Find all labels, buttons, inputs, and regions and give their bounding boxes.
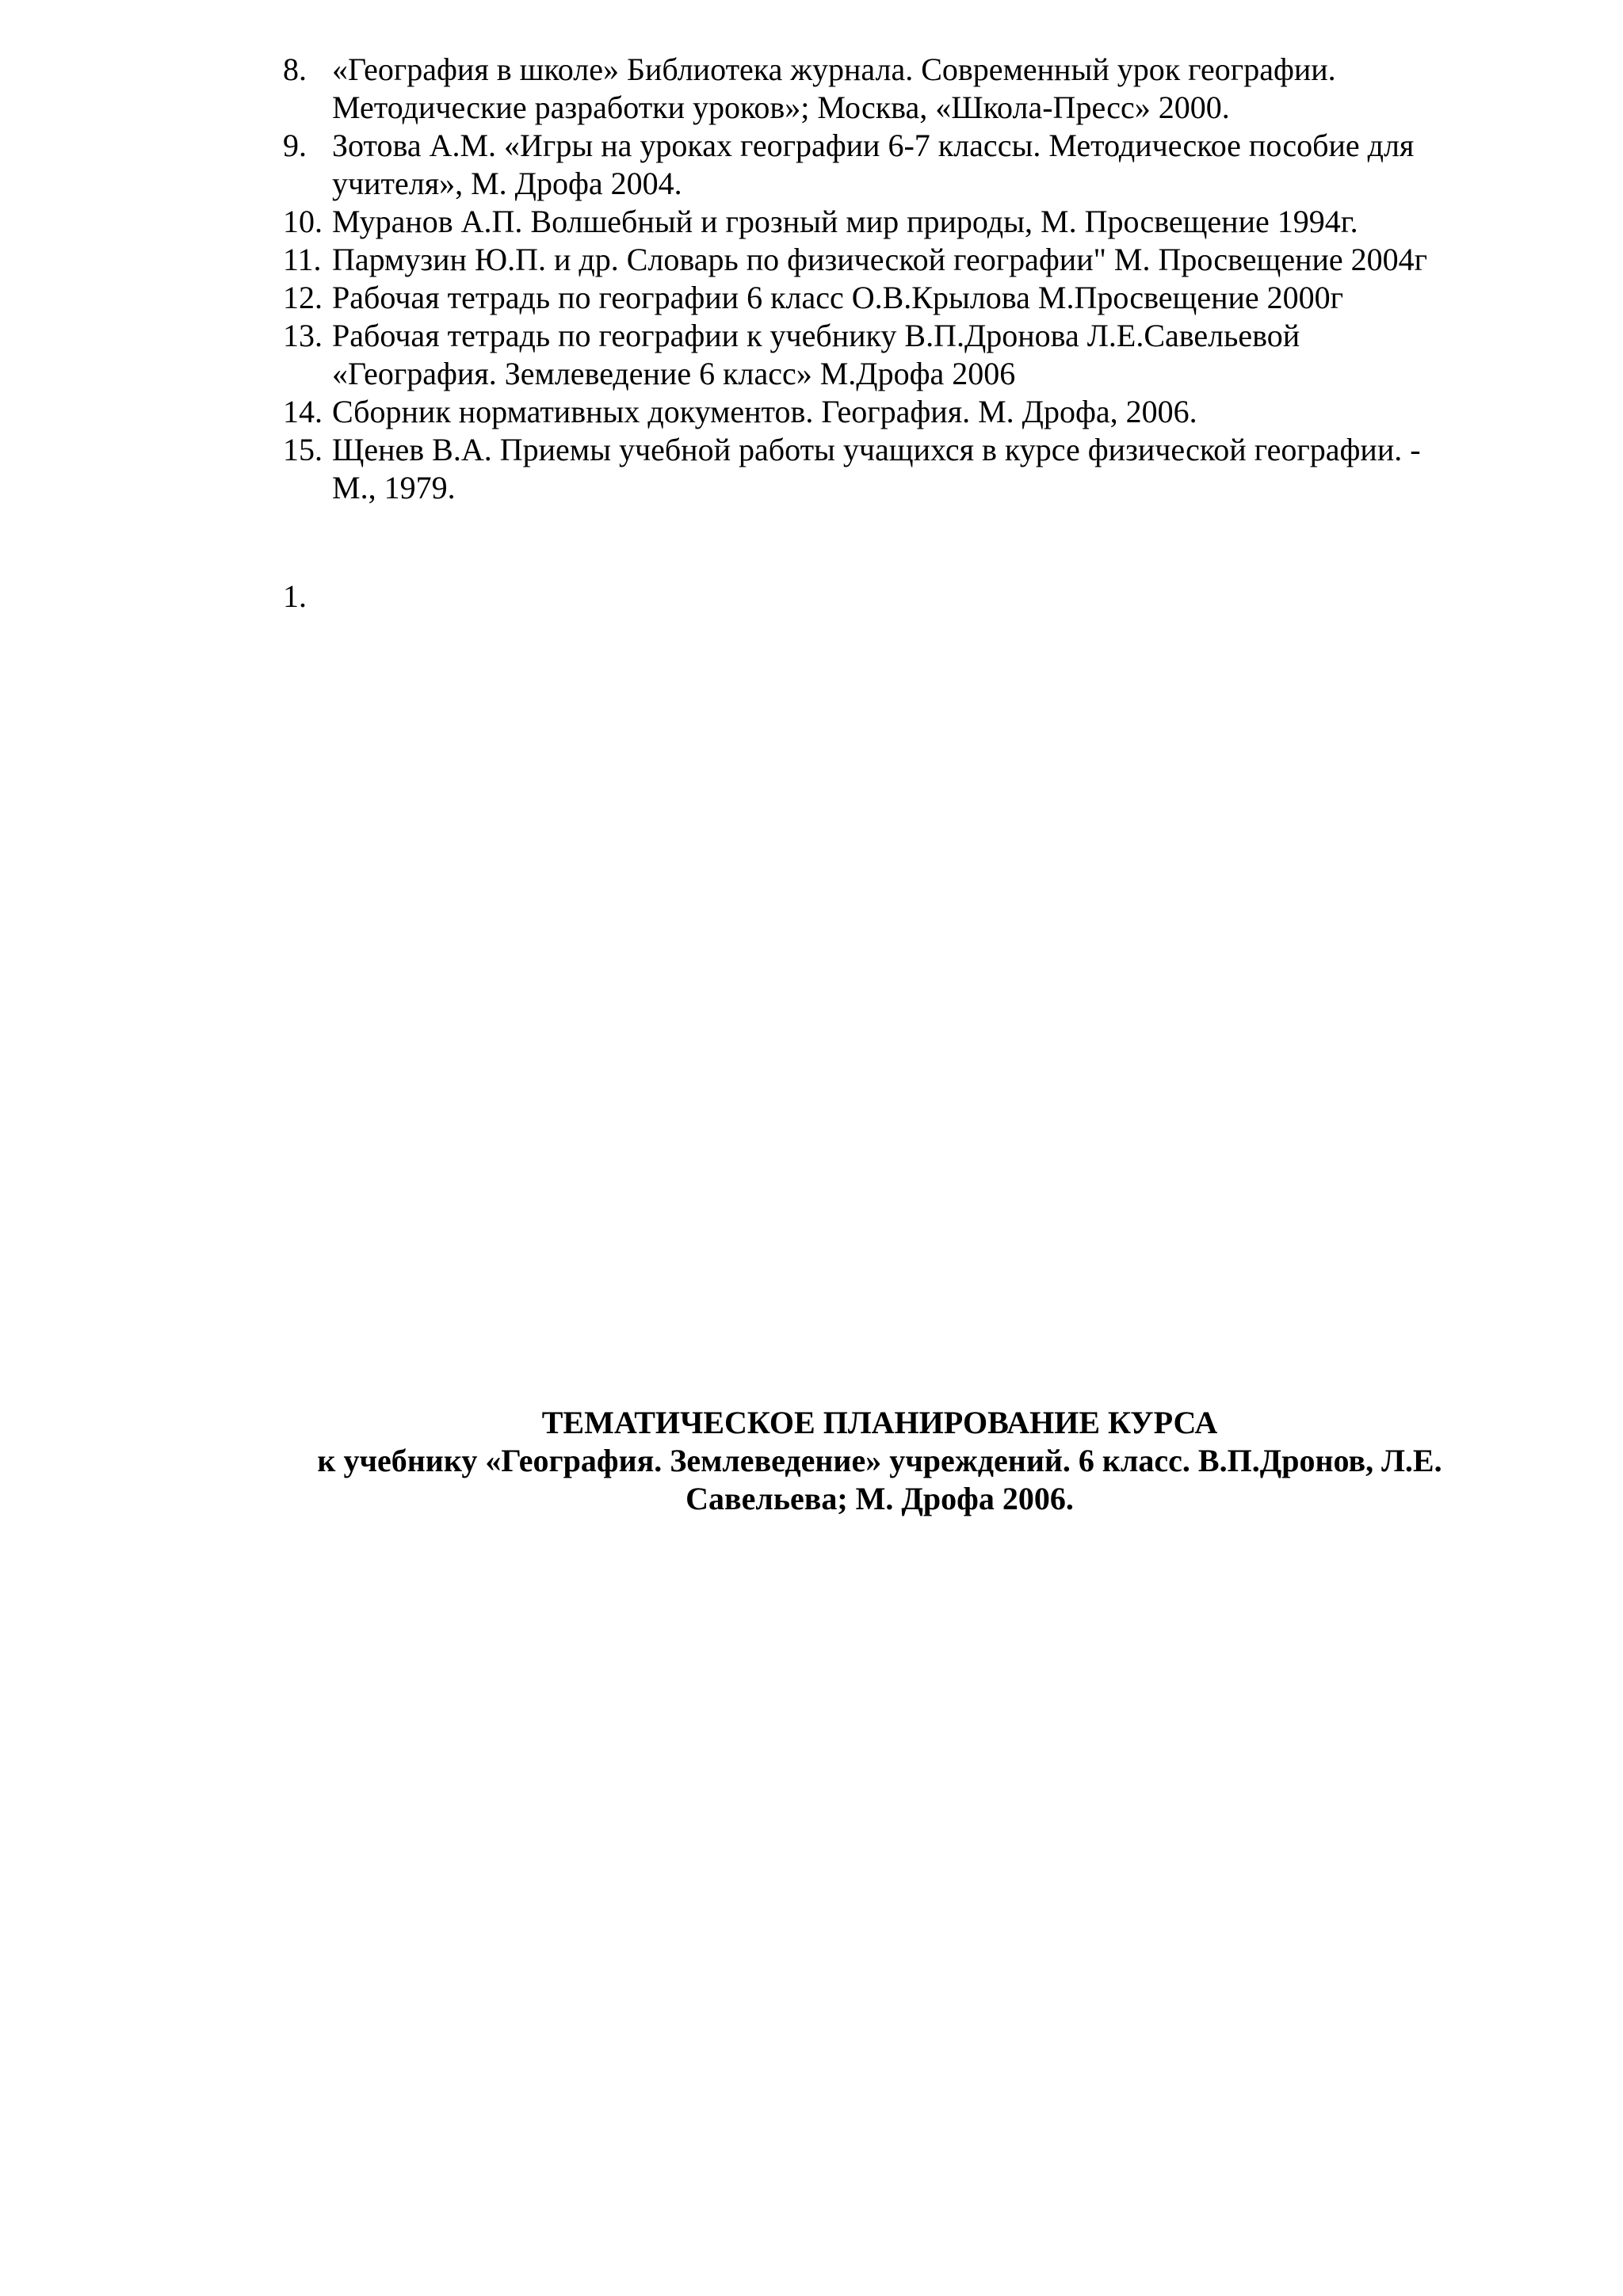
- section-heading: [238, 1404, 1522, 1518]
- reference-text-line: «География. Землеведение 6 класс» М.Дрофа 2006: [332, 356, 1016, 391]
- reference-text-line: Методические разработки уроков»; Москва, «Школа-Пресс» 2000.: [332, 90, 1230, 125]
- reference-item-9: [283, 127, 1503, 203]
- heading-subtitle-line: Савельева; М. Дрофа 2006.: [685, 1481, 1074, 1516]
- reference-number: 8.: [283, 51, 307, 87]
- reference-item-13: [283, 317, 1503, 393]
- reference-text-line: «География в школе» Библиотека журнала. Современный урок географии.: [332, 51, 1336, 87]
- reference-text-line: учителя», М. Дрофа 2004.: [332, 166, 682, 201]
- reference-number: 14.: [283, 394, 323, 429]
- empty-list-number: 1.: [283, 578, 307, 614]
- reference-text-line: Сборник нормативных документов. География. М. Дрофа, 2006.: [332, 394, 1197, 429]
- reference-item-15: [283, 431, 1503, 507]
- reference-number: 13.: [283, 318, 323, 353]
- reference-text-line: Рабочая тетрадь по географии к учебнику В.П.Дронова Л.Е.Савельевой: [332, 318, 1300, 353]
- reference-number: 12.: [283, 280, 323, 315]
- reference-item-10: [283, 203, 1503, 241]
- reference-number: 10.: [283, 204, 323, 239]
- reference-text-line: Щенев В.А. Приемы учебной работы учащихся в курсе физической географии. -: [332, 432, 1421, 467]
- reference-text-line: Рабочая тетрадь по географии 6 класс О.В.Крылова М.Просвещение 2000г: [332, 280, 1344, 315]
- reference-number: 11.: [283, 242, 322, 277]
- reference-text-line: М., 1979.: [332, 470, 456, 505]
- reference-list: [283, 51, 1503, 507]
- reference-number: 9.: [283, 128, 307, 163]
- reference-text-line: Зотова А.М. «Игры на уроках географии 6-7 классы. Методическое пособие для: [332, 128, 1415, 163]
- reference-text-line: Муранов А.П. Волшебный и грозный мир природы, М. Просвещение 1994г.: [332, 204, 1358, 239]
- reference-item-14: [283, 393, 1503, 431]
- reference-item-11: [283, 241, 1503, 279]
- reference-number: 15.: [283, 432, 323, 467]
- heading-subtitle-line: к учебнику «География. Землеведение» учреждений. 6 класс. В.П.Дронов, Л.Е.: [317, 1443, 1442, 1478]
- reference-item-12: [283, 279, 1503, 317]
- reference-text-line: Пармузин Ю.П. и др. Словарь по физической географии" М. Просвещение 2004г: [332, 242, 1428, 277]
- reference-item-8: [283, 51, 1503, 127]
- heading-title: ТЕМАТИЧЕСКОЕ ПЛАНИРОВАНИЕ КУРСА: [541, 1405, 1218, 1440]
